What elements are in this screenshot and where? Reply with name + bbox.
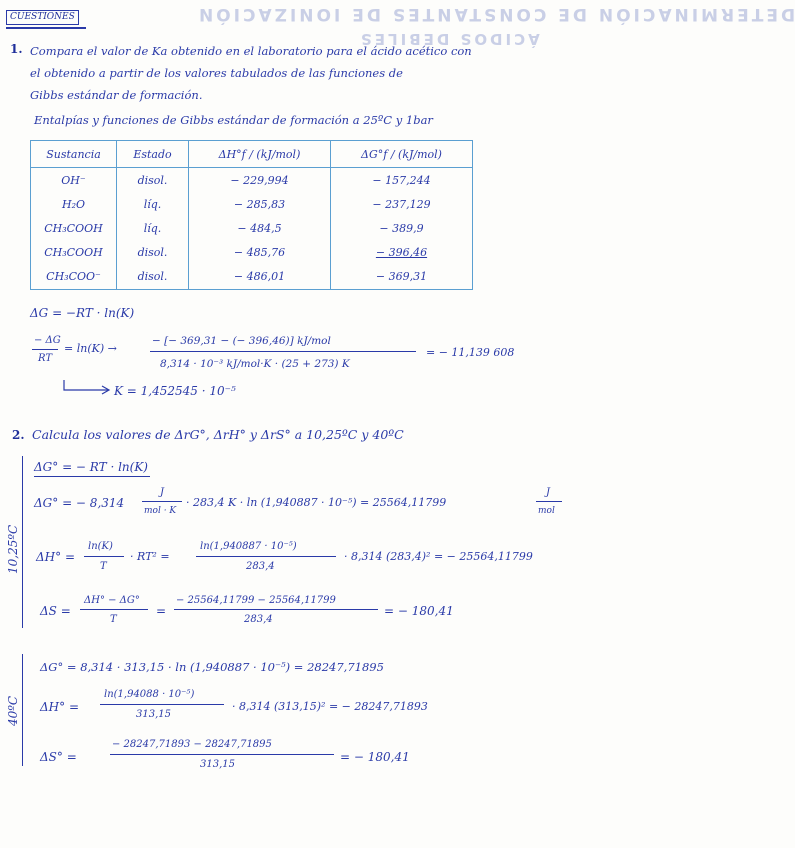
table-cell: líq. (117, 192, 189, 216)
col-header-dh: ΔH°f / (kJ/mol) (189, 141, 331, 168)
q1-eq2-lhs-num: − ΔG (34, 335, 61, 346)
table-cell: − 485,76 (189, 241, 331, 265)
fraction-bar (142, 501, 182, 502)
t2-enthalpy-den: 313,15 (136, 709, 171, 720)
table-cell: − 389,9 (331, 216, 473, 240)
table-cell: CH₃COOH (31, 241, 117, 265)
t1-gibbs-res-den: mol (538, 506, 555, 516)
t1-entropy-den2: 283,4 (244, 614, 273, 625)
table-row (31, 265, 473, 290)
t1-entropy-eq: = (156, 604, 167, 618)
table-cell: − 285,83 (189, 192, 331, 216)
q2-text: Calcula los valores de ΔrG°, ΔrH° y ΔrS° a 10,25ºC y 40ºC (32, 427, 404, 442)
table-cell: disol. (117, 168, 189, 193)
q1-k-result: K = 1,452545 · 10⁻⁵ (114, 384, 236, 398)
q1-eq2-num: − [− 369,31 − (− 396,46)] kJ/mol (152, 335, 331, 347)
t1-entropy-result: = − 180,41 (384, 604, 454, 618)
t1-entropy-lhs: ΔS = (40, 604, 71, 618)
brace-line (22, 456, 23, 628)
table-row (31, 241, 473, 265)
t2-entropy-result: = − 180,41 (340, 750, 410, 764)
underline (34, 476, 150, 477)
fraction-bar (110, 754, 334, 755)
table-header-row (31, 141, 473, 168)
hook-arrow-icon (62, 378, 114, 398)
fraction-bar (150, 351, 416, 352)
t1-enthalpy-mid: · RT² = (130, 550, 170, 563)
fraction-bar (536, 501, 562, 502)
t2-entropy-den: 313,15 (200, 759, 235, 770)
tag-underline (6, 27, 86, 29)
table-cell: OH⁻ (31, 168, 117, 193)
q1-eq2-den: 8,314 · 10⁻³ kJ/mol·K · (25 + 273) K (160, 358, 350, 370)
bleed-through-subtitle: ÁCIDOS DÉBILES (358, 30, 540, 48)
bleed-through-title: DETERMINACIÓN DE CONSTANTES DE IONIZACIÓN (196, 4, 795, 24)
t1-entropy-num: ΔH° − ΔG° (84, 595, 140, 606)
t1-gibbs-def: ΔG° = − RT · ln(K) (34, 460, 148, 474)
t1-gibbs-res-num: J (546, 487, 551, 498)
table-row (31, 168, 473, 193)
q1-eq2-lhs-den: RT (38, 353, 53, 364)
t1-enthalpy-num: ln(K) (88, 541, 113, 552)
q1-text-line1: Compara el valor de Ka obtenido en el laboratorio para el ácido acético con (30, 44, 472, 58)
t1-gibbs-b: · 283,4 K · ln (1,940887 · 10⁻⁵) = 25564,11799 (186, 496, 447, 509)
table-cell: − 486,01 (189, 265, 331, 290)
q1-eq2-result: = − 11,139 608 (426, 346, 515, 359)
t1-enthalpy-num2: ln(1,940887 · 10⁻⁵) (200, 541, 297, 552)
fraction-bar (32, 349, 58, 350)
fraction-bar (84, 556, 124, 557)
brace-line (22, 654, 23, 766)
table-row (31, 192, 473, 216)
table-cell: − 369,31 (331, 265, 473, 290)
t1-enthalpy-den2: 283,4 (246, 561, 275, 572)
q1-eq-gibbs: ΔG = −RT · ln(K) (30, 306, 135, 320)
t1-enthalpy-lhs: ΔH° = (36, 550, 75, 564)
table-cell: H₂O (31, 192, 117, 216)
q1-text-line2: el obtenido a partir de los valores tabulados de las funciones de (30, 66, 403, 80)
table-cell: líq. (117, 216, 189, 240)
table-cell: − 157,244 (331, 168, 473, 193)
t1-enthalpy-den: T (100, 561, 107, 572)
temp-label-40: 40ºC (6, 695, 20, 726)
q1-table-intro: Entalpías y funciones de Gibbs estándar de formación a 25ºC y 1bar (34, 113, 433, 127)
section-tag: CUESTIONES (6, 10, 79, 25)
q1-number: 1. (10, 42, 23, 56)
t1-entropy-den: T (110, 614, 117, 625)
t1-enthalpy-result: · 8,314 (283,4)² = − 25564,11799 (344, 550, 533, 563)
table-cell: CH₃COO⁻ (31, 265, 117, 290)
table-cell: CH₃COOH (31, 216, 117, 240)
t1-gibbs-a: ΔG° = − 8,314 (34, 496, 125, 510)
t2-gibbs: ΔG° = 8,314 · 313,15 · ln (1,940887 · 10⁻⁵) = 28247,71895 (40, 660, 384, 674)
col-header-sustancia: Sustancia (31, 141, 117, 168)
table-cell: − 237,129 (331, 192, 473, 216)
col-header-dg: ΔG°f / (kJ/mol) (331, 141, 473, 168)
q1-text-line3: Gibbs estándar de formación. (30, 88, 203, 102)
t2-enthalpy-lhs: ΔH° = (40, 700, 79, 714)
t1-gibbs-unit-den: mol · K (144, 506, 177, 516)
table-row (31, 216, 473, 240)
table-cell: − 396,46 (331, 241, 473, 265)
t2-enthalpy-result: · 8,314 (313,15)² = − 28247,71893 (232, 700, 428, 713)
thermo-table (30, 140, 473, 290)
col-header-estado: Estado (117, 141, 189, 168)
table-cell: disol. (117, 265, 189, 290)
q1-eq2-mid: = ln(K) → (64, 342, 117, 355)
fraction-bar (174, 609, 378, 610)
t2-entropy-num: − 28247,71893 − 28247,71895 (112, 739, 272, 750)
temp-label-10: 10,25ºC (6, 524, 20, 574)
t1-gibbs-unit-num: J (160, 487, 165, 498)
table-cell: − 229,994 (189, 168, 331, 193)
fraction-bar (80, 609, 148, 610)
fraction-bar (100, 704, 224, 705)
table-cell: disol. (117, 241, 189, 265)
q2-number: 2. (12, 428, 25, 442)
t2-entropy-lhs: ΔS° = (40, 750, 77, 764)
t2-enthalpy-num: ln(1,94088 · 10⁻⁵) (104, 689, 195, 700)
t1-entropy-num2: − 25564,11799 − 25564,11799 (176, 595, 336, 606)
table-cell: − 484,5 (189, 216, 331, 240)
fraction-bar (196, 556, 336, 557)
